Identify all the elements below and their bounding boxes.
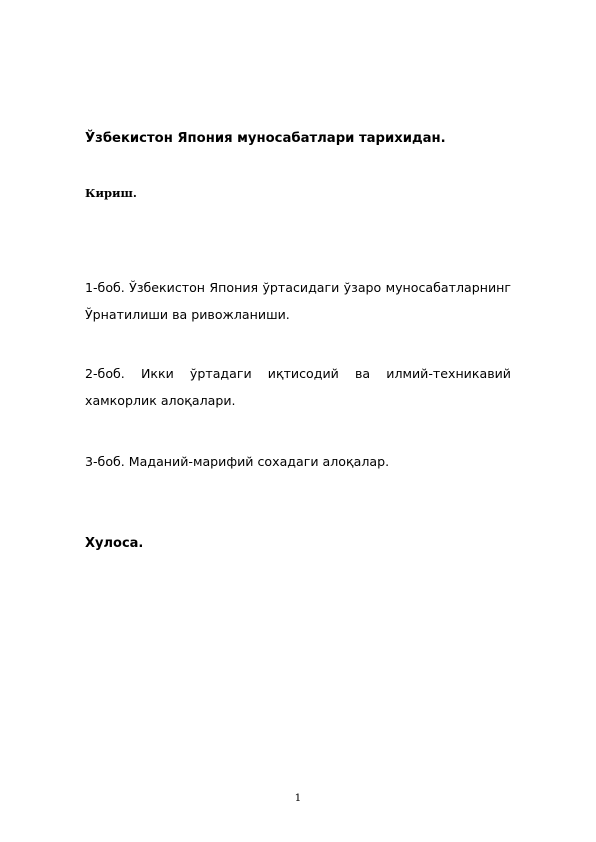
chapter-3-line: 3-боб. Маданий-марифий сохадаги алоқалар. xyxy=(85,454,390,469)
chapter-1-line: 1-боб. Ўзбекистон Япония ўртасидаги ўзаро муносабатларнинг Ўрнатилиши ва ривожланиши. xyxy=(85,280,511,322)
conclusion-heading: Хулоса. xyxy=(85,536,144,551)
page-number: 1 xyxy=(294,792,302,804)
chapter-2-line: 2-боб. Икки ўртадаги иқтисодий ва илмий-техникавий хамкорлик алоқалари. xyxy=(85,366,511,408)
document-title: Ўзбекистон Япония муносабатлари тарихидан. xyxy=(85,131,446,146)
introduction-heading: Кириш. xyxy=(85,186,137,200)
